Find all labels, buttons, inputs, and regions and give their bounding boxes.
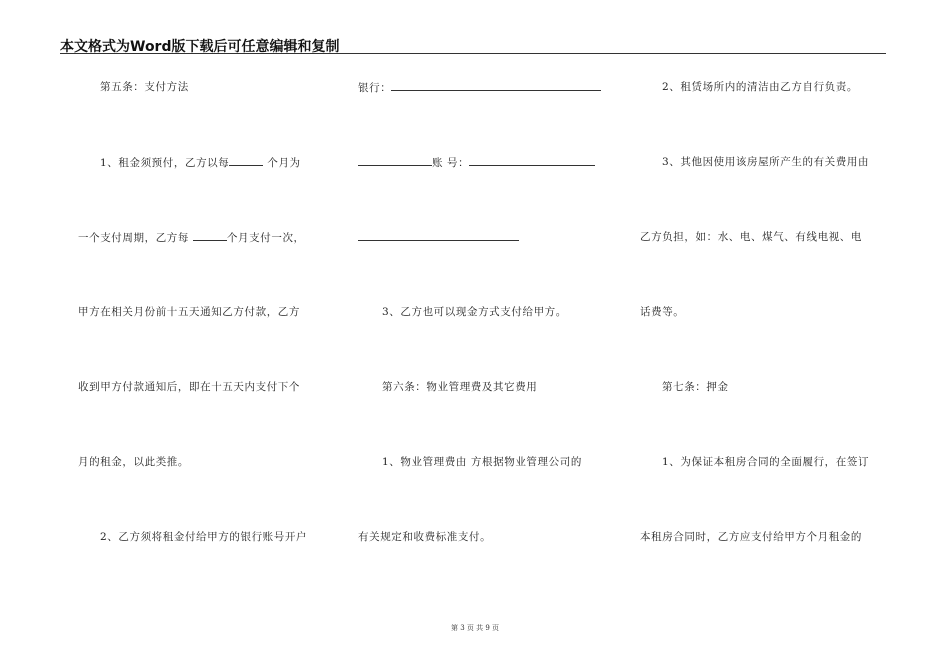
blank-fill-line: [358, 155, 432, 166]
paragraph-line: 有关规定和收费标准支付。: [358, 531, 492, 543]
document-header: 本文格式为Word版下载后可任意编辑和复制: [60, 39, 340, 55]
paragraph-line: 甲方在相关月份前十五天通知乙方付款，乙方: [78, 306, 300, 318]
blank-fill-line: [193, 230, 227, 241]
bank-line: [358, 80, 601, 95]
bank-label: 银行：: [358, 82, 392, 94]
text-segment: 个月为: [267, 157, 301, 169]
page-number: 第 3 页 共 9 页: [450, 624, 500, 632]
paragraph-line: 1、物业管理费由 方根据物业管理公司的: [382, 456, 582, 468]
text-segment: 1、租金须预付，乙方以每: [100, 157, 230, 169]
header-rule: [60, 53, 886, 54]
paragraph-line: [100, 155, 301, 170]
blank-line: [358, 230, 519, 245]
paragraph-line: 3、乙方也可以现金方式支付给甲方。: [382, 306, 567, 318]
blank-fill-line: [391, 80, 601, 91]
blank-fill-line: [229, 155, 263, 166]
paragraph-line: 本租房合同时，乙方应支付给甲方个月租金的: [640, 531, 862, 543]
paragraph-line: 1、为保证本租房合同的全面履行，在签订: [662, 456, 870, 468]
paragraph-line: [78, 230, 305, 245]
paragraph-line: 月的租金，以此类推。: [78, 456, 189, 468]
paragraph-line: 3、其他因使用该房屋所产生的有关费用由: [662, 156, 870, 168]
clause-7-title: 第七条：押金: [662, 381, 729, 393]
paragraph-line: 2、乙方须将租金付给甲方的银行账号开户: [100, 531, 308, 543]
text-segment: 个月支付一次，: [226, 232, 305, 244]
account-label: 账 号：: [432, 157, 470, 169]
account-line: [358, 155, 595, 170]
paragraph-line: 话费等。: [640, 306, 685, 318]
blank-fill-line: [358, 230, 519, 241]
blank-fill-line: [469, 155, 595, 166]
text-segment: 一个支付周期，乙方每: [78, 232, 189, 244]
paragraph-line: 收到甲方付款通知后，即在十五天内支付下个: [78, 381, 300, 393]
paragraph-line: 2、租赁场所内的清洁由乙方自行负责。: [662, 81, 858, 93]
clause-6-title: 第六条：物业管理费及其它费用: [382, 381, 538, 393]
clause-5-title: 第五条：支付方法: [100, 81, 189, 93]
paragraph-line: 乙方负担，如：水、电、煤气、有线电视、电: [640, 231, 862, 243]
